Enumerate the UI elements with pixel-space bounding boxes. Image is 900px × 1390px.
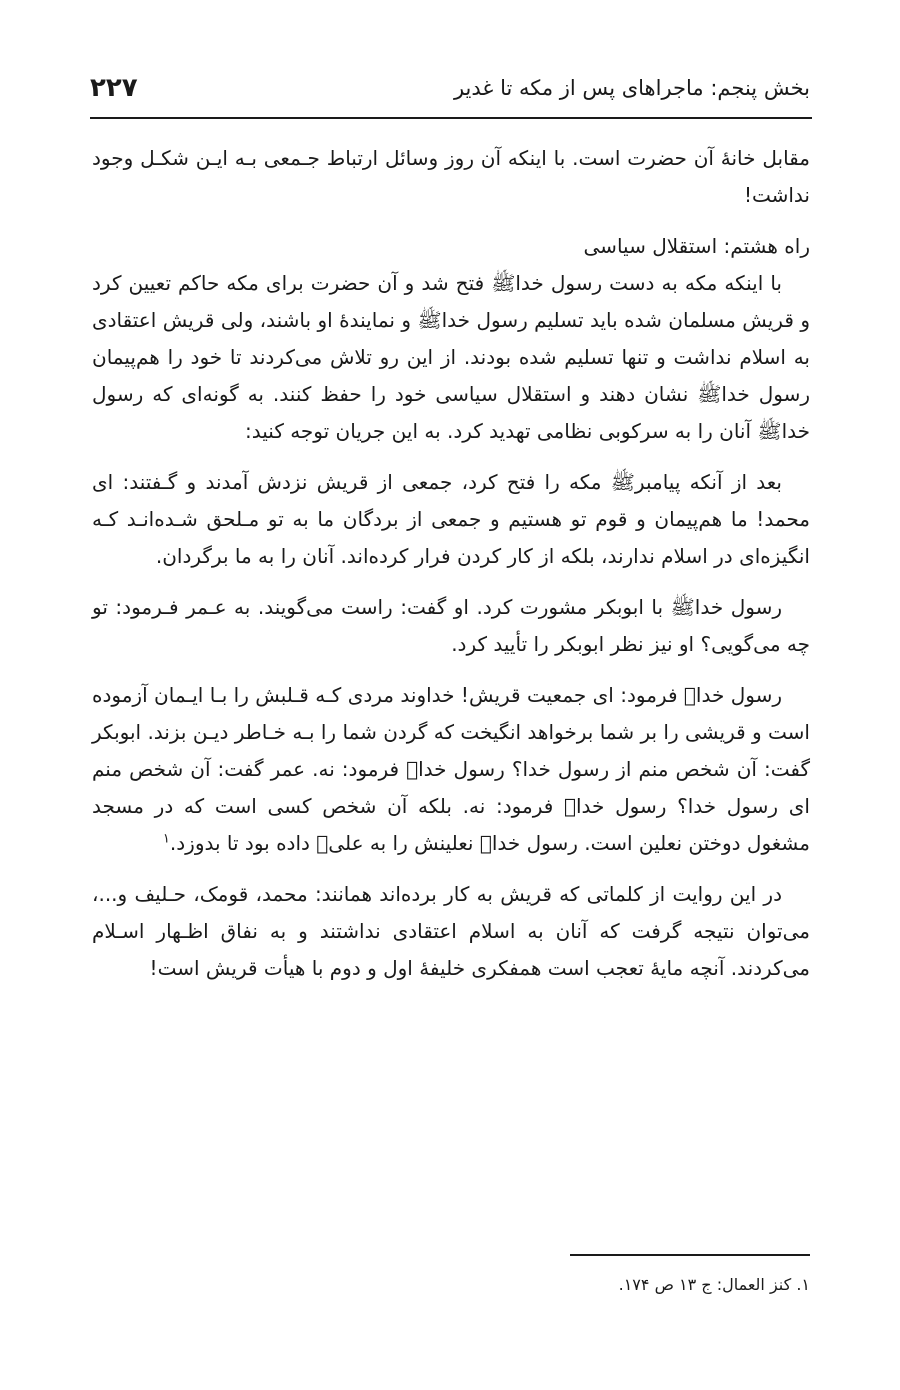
footnote-rule — [570, 1254, 810, 1256]
quoted-paragraph — [92, 677, 810, 862]
paragraph: در این روایت از کلماتی که قریش به کار برده‌اند همانند: محمد، قومک، حـلیف و...، می‌توان نتیجه گرفت که آنان به اسلام اعتقادی نداشتند و به نفاق اظـهار اسـلام می‌کردند. آنچه مایهٔ تعجب است همفکری خلیفهٔ اول و دوم با هیأت قریش است! — [92, 882, 810, 980]
quoted-text: رسول خداﷺ فرمود: ای جمعیت قریش! خداوند مردی کـه قـلبش را بـا ایـمان آزموده است و قریشی را بر شما برخواهد انگیخت که گردن شما را بـه خـاطر دیـن بزند. ابوبکر گفت: آن شخص منم از رسول خدا؟ رسول خداﷺ فرمود: نه. عمر گفت: آن شخص منم ای رسول خدا؟ رسول خداﷺ فرمود: نه. بلکه آن شخص کسی است که در مسجد مشغول دوختن نعلین است. رسول خداﷺ نعلینش را به علیؑ داده بود تا بدوزد. — [91, 683, 810, 855]
paragraph-continuation: مقابل خانهٔ آن حضرت است. با اینکه آن روز وسائل ارتباط جـمعی بـه ایـن شکـل وجود نداشت! — [92, 146, 810, 207]
page-number: ۲۲۷ — [90, 73, 138, 103]
page-header — [90, 62, 810, 114]
running-title: بخش پنجم: ماجراهای پس از مکه تا غدیر — [453, 76, 810, 100]
header-rule — [90, 117, 812, 119]
footnote-marker: ۱ — [162, 831, 170, 847]
section-heading: راه هشتم: استقلال سیاسی — [583, 234, 810, 258]
footnote: ۱. کنز العمال: ج ۱۳ ص ۱۷۴. — [618, 1275, 810, 1294]
quoted-paragraph: بعد از آنکه پیامبرﷺ مکه را فتح کرد، جمعی از قریش نزدش آمدند و گـفتند: ای محمد! ما هم‌پیمان و قوم تو هستیم و جمعی از بردگان ما به تو مـلحق شـده‌انـد کـه انگیزه‌ای در اسلام ندارند، بلکه از کار کردن فرار کرده‌اند. آنان را به ما برگردان. — [92, 470, 810, 568]
quoted-paragraph: رسول خداﷺ با ابوبکر مشورت کرد. او گفت: راست می‌گویند. به عـمر فـرمود: تو چه می‌گویی؟ او نیز نظر ابوبکر را تأیید کرد. — [92, 595, 810, 656]
paragraph: با اینکه مکه به دست رسول خداﷺ فتح شد و آن حضرت برای مکه حاکم تعیین کرد و قریش مسلمان شده باید تسلیم رسول خداﷺ و نمایندهٔ او باشند، ولی قریش اعتقادی به اسلام نداشت و تنها تسلیم شده بودند. از این رو تلاش می‌کردند تا خود را هم‌پیمان رسول خداﷺ نشان دهند و استقلال سیاسی خود را حفظ کنند. به گونه‌ای که رسول خداﷺ آنان را به سرکوبی نظامی تهدید کرد. به این جریان توجه کنید: — [92, 271, 810, 443]
body-text — [92, 140, 810, 1001]
